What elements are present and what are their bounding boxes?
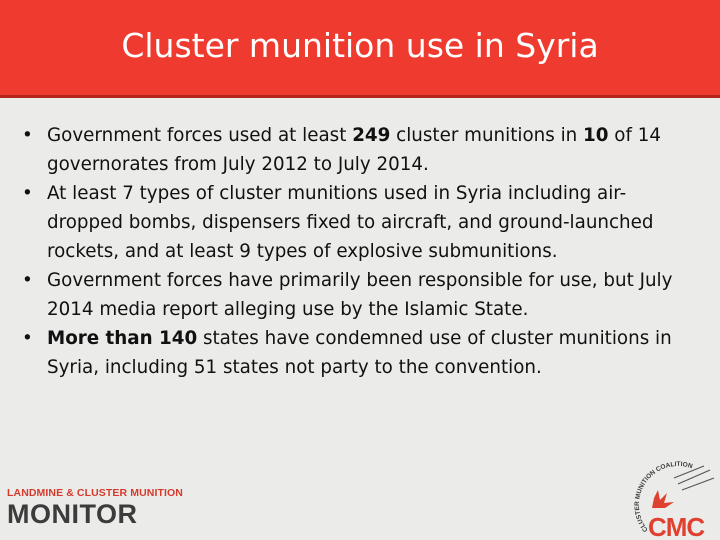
bullet-text: states have condemned use of cluster munitions in Syria, including 51 states not party to the convention. [47,328,672,378]
cmc-logo-wordmark: CMC [648,512,705,538]
bullet-text: of 14 governorates from July 2012 to July 2014. [47,125,662,175]
bullet-marker: • [22,183,33,204]
bullet-text: At least 7 types of cluster munitions used in Syria including air-dropped bombs, dispensers fixed to aircraft, and ground-launched rockets, and at least 9 types of explosive submunitions. [47,183,654,262]
bullet-item [22,179,694,266]
bullet-item [22,266,694,324]
bullet-text: Government forces used at least [47,125,353,146]
bullet-emphasis: 10 [583,125,609,146]
landmine-monitor-logo [7,487,183,535]
bullet-emphasis: More than 140 [47,328,198,349]
bullet-emphasis: 249 [352,125,391,146]
monitor-logo-wordmark: MONITOR [7,499,138,529]
cmc-logo [634,460,718,538]
bullet-item [22,121,694,179]
cmc-burst-icon [652,466,714,508]
bullet-item [22,324,694,382]
bullet-list [22,121,694,382]
bullet-marker: • [22,328,33,349]
bullet-text: Government forces have primarily been responsible for use, but July 2014 media report alleging use by the Islamic State. [47,270,673,320]
bullet-marker: • [22,125,33,146]
monitor-logo-tagline: LANDMINE & CLUSTER MUNITION [7,487,183,499]
cmc-logo-arc-text: CLUSTER MUNITION COALITION [634,460,694,534]
slide-title: Cluster munition use in Syria [121,26,599,65]
title-banner [0,0,720,98]
bullet-marker: • [22,270,33,291]
bullet-text: cluster munitions in [390,125,584,146]
